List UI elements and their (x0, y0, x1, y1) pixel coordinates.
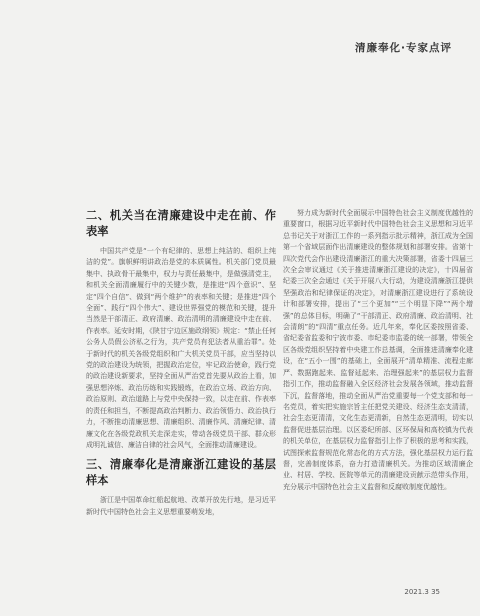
section-3-paragraph: 浙江是中国革命红船起航地、改革开放先行地，是习近平新时代中国特色社会主义思想重要萌发地， (86, 496, 276, 516)
section-3-title: 三、清廉奉化是清廉浙江建设的基层样本 (86, 458, 276, 488)
right-paragraph: 努力成为新时代全面展示中国特色社会主义制度优越性的重要窗口，根据习近平新时代中国特色社会主义思想和习近平总书记关于对浙江工作的一系列指示批示精神，浙江成为全国第一个省域层面作出清廉建设的整体规划和部署安排。省第十四次党代会作出建设清廉浙江的重大决策部署，省委十四届三次全会审议通过《关于推进清廉浙江建设的决定》，十四届省纪委三次全会通过《关于开展八大行动，为建设清廉浙江提供坚强政治和纪律保证的决定》，对清廉浙江建设进行了系统设计和部署安排，提出了“三个更加”“三个明显下降”“两个增强”的总体目标，明确了“干部清正、政府清廉、政治清明、社会清朗”的“四清”重点任务。近几年来，奉化区委按照省委、省纪委省监委和宁波市委、市纪委市监委的统一部署，带领全区各级党组织坚持着中央建工作总基调，全面推进清廉奉化建设，在“五小一围”的基础上，全面展开“清单精准、流程走廊严、数据跑起来、监督延起来、治理强起来”的基层权力监督指引工作，推动监督融入全区经济社会发展各领域，推动监督下沉，监督落地，推动全面从严治党重要每一个党支部和每一名党员，着实把实施宗旨主任把党关建设、经济生态支清清，社会生态更清清，文化生态更清新，自然生态更清明，切实以监督促进基层治理。以区委纪所部、区环保局和高校镇为代表的机关单位，在基层权力监督指引上作了积极的思考和实践，试图探索监督规范化常态化的方式方法，强化基层权力运行监督，完善制度体系，奋力打造清廉机关。为推动区域清廉企业、村居、学校、医院等单元的清廉建设贡献示范带头作用，充分展示中国特色社会主义监督和反腐败制度优越性。 (283, 209, 473, 491)
section-2-title: 二、机关当在清廉建设中走在前、作表率 (86, 209, 276, 238)
left-column (86, 208, 276, 522)
right-column (283, 208, 473, 497)
page-number: 2021.3 35 (404, 588, 440, 596)
page-header: 清廉奉化·专家点评 (355, 42, 452, 54)
section-2-paragraph: 中国共产党是“一个有纪律的、思想上纯洁的、组织上纯洁的党”。旗帜鲜明讲政治是党的本质属性。机关部门党员最集中、执政骨干最集中，权力与责任最集中，是做强清党主，和机关全面清廉履行中的关键少数，是推进“四个意识”、坚定“四个自信”、做到“两个维护”的表率和关键；是推进“四个全面”、践行“四个伟大”、建设世界强党的模范和关键，提升当然是干部清正、政府清廉、政治清明的清廉建设中走在前、作表率。延安时期，《陕甘宁边区施政纲领》规定：“禁止任何公务人员假公济私之行为，共产党员有犯法者从重治罪”。处于新时代的机关各级党组织和广大机关党员干部，应当坚持以党的政治建设为统领，把握政治定位，牢记政治使命，践行党的政治建设新要求，坚持全面从严治党首先要从政治上看，加强思想淬炼、政治历练和实践锻炼，在政治立场、政治方向、政治原则、政治道路上与党中央保持一致，以走在前、作表率的责任和担当，不断提高政治判断力、政治领悟力、政治执行力，不断推动清廉思想、清廉组织、清廉作风、清廉纪律、清廉文化在各级党政机关走深走实，带动各级党员干部、群众形成明礼诚信、廉洁自律的社会风气，全面推动清廉建设。 (86, 247, 276, 449)
